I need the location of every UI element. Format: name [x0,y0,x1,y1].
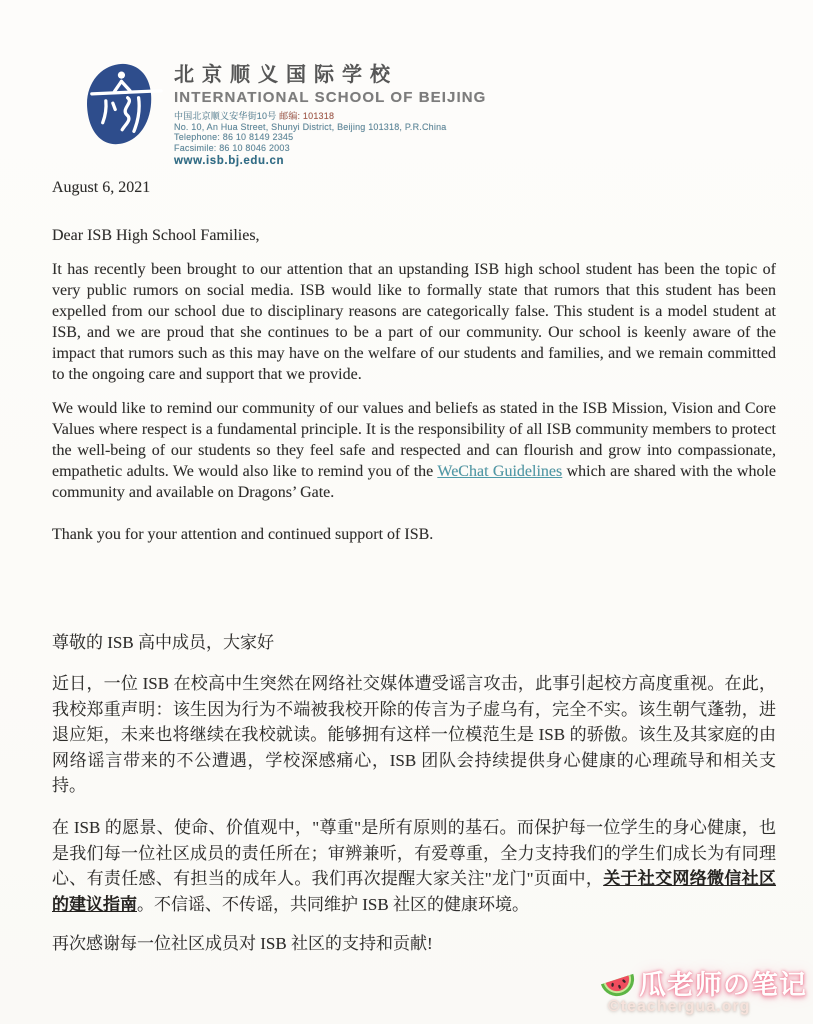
chinese-paragraph-2-text: 在 ISB 的愿景、使命、价值观中，"尊重"是所有原则的基石。而保护每一位学生的身心健康，也是我们每一位社区成员的责任所在；审辨兼听，有爱尊重，全力支持我们的学生们成长为有同理心、有责任感、有担当的成年人。我们再次提醒大家关注"龙门"页面中， [52,817,776,889]
letter-body [52,178,776,956]
watermark [598,962,807,1016]
watermark-row [598,962,807,1002]
address-line-english: No. 10, An Hua Street, Shunyi District, Beijing 101318, P.R.China [174,121,447,132]
telephone-line: Telephone: 86 10 8149 2345 [174,132,294,142]
address-chinese-text: 中国北京顺义安华街10号 [174,111,280,121]
wechat-community-guideline-link[interactable]: 关于社交网络微信社区的建议指南 [52,869,776,914]
school-website: www.isb.bj.edu.cn [174,155,285,167]
english-paragraph-1: It has recently been brought to our attention that an upstanding ISB high school student has been the topic of very public rumors on social media. ISB would like to formally state that rumors that this student has been expelled from our school due to disciplinary reasons are categorically false. This student is a model student at ISB, and we are proud that she continues to be a part of our community. Our school is keenly aware of the impact that rumors such as this may have on the welfare of our students and families, and we remain committed to the ongoing care and support that we provide. [52,261,776,383]
english-paragraph-2 [52,399,776,504]
closing-english: Thank you for your attention and continued support of ISB. [52,525,434,543]
school-name-chinese: 北京顺义国际学校 [174,64,398,86]
school-address-block [174,111,486,153]
isb-seal-icon [84,58,162,150]
school-name-english: INTERNATIONAL SCHOOL OF BEIJING [174,89,487,106]
chinese-paragraph-2 [52,815,776,917]
salutation-english: Dear ISB High School Families, [52,227,260,244]
watermark-site: ©teachergua.org [608,998,751,1015]
watermelon-icon [598,962,638,1002]
isb-seal-logo [84,58,162,150]
english-paragraph-2-text-after: which are shared with the whole community and available on Dragons’ Gate. [52,463,776,502]
closing-chinese: 再次感谢每一位社区成员对 ISB 社区的支持和贡献! [52,934,433,954]
letter-date: August 6, 2021 [52,179,151,196]
facsimile-line: Facsimile: 86 10 8046 2003 [174,142,290,153]
chinese-paragraph-2-text-after: 。不信谣、不传谣，共同维护 ISB 社区的健康环境。 [137,894,529,914]
wechat-guidelines-link[interactable]: WeChat Guidelines [437,463,563,481]
letterhead-text [174,58,486,167]
address-line-chinese [174,111,486,122]
salutation-chinese: 尊敬的 ISB 高中成员，大家好 [52,632,274,652]
letterhead [84,58,486,167]
watermark-title: 瓜老师の笔记 [639,969,807,1000]
chinese-paragraph-1: 近日，一位 ISB 在校高中生突然在网络社交媒体遭受谣言攻击，此事引起校方高度重视。在此，我校郑重声明：该生因为行为不端被我校开除的传言为子虚乌有，完全不实。该生朝气蓬勃，进退应矩，未来也将继续在我校就读。能够拥有这样一位模范生是 ISB 的骄傲。该生及其家庭的由网络谣言带来的不公遭遇，学校深感痛心，ISB 团队会持续提供身心健康的心理疏导和相关支持。 [52,673,776,796]
postal-code: 邮编: 101318 [279,111,335,121]
english-paragraph-2-text: We would like to remind our community of our values and beliefs as stated in the ISB Mission, Vision and Core Values where respect is a fundamental principle. It is the responsibility of all ISB community members to protect the well-being of our students so they feel safe and respected and can flourish and grow into compassionate, empathetic adults. We would also like to remind you of the [52,400,776,481]
